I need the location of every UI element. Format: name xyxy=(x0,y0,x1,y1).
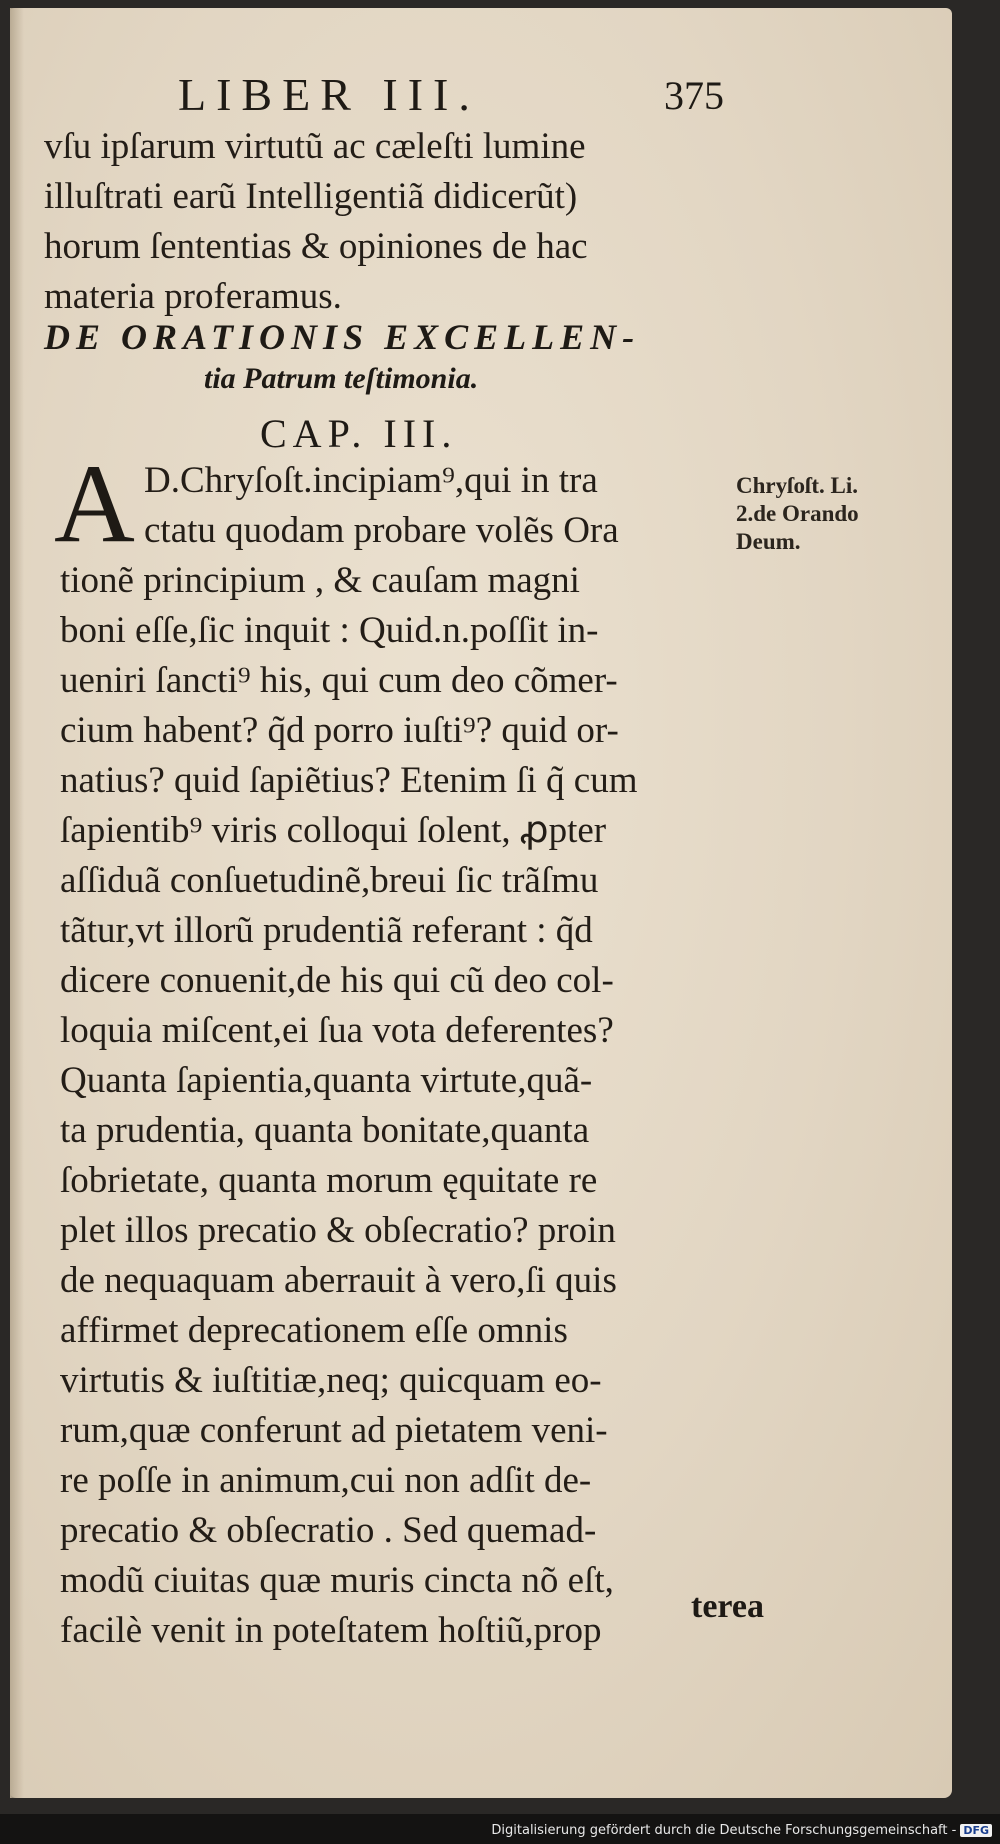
text-line: boni eſſe,ſic inquit : Quid.n.poſſit in- xyxy=(60,610,599,651)
text-line: natius? quid ſapiẽtius? Etenim ſi q̃ cum xyxy=(60,760,638,801)
section-heading: DE ORATIONIS EXCELLEN- xyxy=(44,317,641,357)
text-line: Quanta ſapientia,quanta virtute,quã- xyxy=(60,1060,593,1101)
catchword: terea xyxy=(691,1588,764,1625)
chapter-text xyxy=(60,456,760,1656)
marginal-note-line: Chryſoſt. Li. xyxy=(736,473,859,498)
text-line: modũ ciuitas quæ muris cincta nõ eſt, xyxy=(60,1560,614,1601)
text-line: rum,quæ conferunt ad pietatem veni- xyxy=(60,1410,608,1451)
text-line: aſſiduã conſuetudinẽ,breui ſic trãſmu xyxy=(60,860,599,901)
marginal-note-line: 2.de Orando xyxy=(736,501,859,526)
marginal-note xyxy=(736,472,936,556)
page-gutter-shadow xyxy=(10,8,24,1798)
text-line: re poſſe in animum,cui non adſit de- xyxy=(60,1460,592,1501)
text-line: vſu ipſarum virtutũ ac cæleſti lumine xyxy=(44,126,586,167)
text-line: virtutis & iuſtitiæ,neq; quicquam eo- xyxy=(60,1360,602,1401)
text-line: tãtur,vt illorũ prudentiã referant : q̃d xyxy=(60,910,593,951)
text-line: ta prudentia, quanta bonitate,quanta xyxy=(60,1110,590,1151)
text-line: cium habent? q̃d porro iuſti⁹? quid or- xyxy=(60,710,619,751)
text-line: de nequaquam aberrauit à vero,ſi quis xyxy=(60,1260,617,1301)
text-line: materia proferamus. xyxy=(44,276,342,317)
dfg-logo: DFG xyxy=(960,1824,992,1837)
page-header xyxy=(10,68,952,124)
credit-text: Digitalisierung gefördert durch die Deutsche Forschungsgemeinschaft - xyxy=(491,1823,957,1838)
text-line: affirmet deprecationem eſſe omnis xyxy=(60,1310,568,1351)
body-text-top xyxy=(44,122,734,322)
text-line: dicere conuenit,de his qui cũ deo col- xyxy=(60,960,614,1001)
section-subheading: tia Patrum teſtimonia. xyxy=(204,362,479,395)
book-page xyxy=(10,8,952,1798)
text-line: ſobrietate, quanta morum ęquitate re xyxy=(60,1160,598,1201)
text-line: horum ſententias & opiniones de hac xyxy=(44,226,588,267)
text-line: loquia miſcent,ei ſua vota deferentes? xyxy=(60,1010,614,1051)
text-line: ctatu quodam probare volẽs Ora xyxy=(144,510,619,551)
chapter-number: CAP. III. xyxy=(260,411,458,456)
page-number: 375 xyxy=(664,73,724,118)
drop-cap: A xyxy=(54,442,135,566)
text-line: tionẽ principium , & cauſam magni xyxy=(60,560,580,601)
text-line: ſapientib⁹ viris colloqui ſolent, ꝓpter xyxy=(60,810,607,851)
text-line: ueniri ſancti⁹ his, qui cum deo cõmer- xyxy=(60,660,618,701)
footer-bar xyxy=(0,1814,1000,1844)
text-line: illuſtrati earũ Intelligentiã didicerũt) xyxy=(44,176,578,217)
text-line: facilè venit in poteſtatem hoſtiũ,prop xyxy=(60,1610,602,1651)
text-line: D.Chryſoſt.incipiam⁹,qui in tra xyxy=(144,460,598,501)
text-line: precatio & obſecratio . Sed quemad- xyxy=(60,1510,597,1551)
running-head: LIBER III. xyxy=(178,69,480,120)
marginal-note-line: Deum. xyxy=(736,529,801,554)
text-line: plet illos precatio & obſecratio? proin xyxy=(60,1210,616,1251)
digitization-credit xyxy=(491,1823,992,1838)
